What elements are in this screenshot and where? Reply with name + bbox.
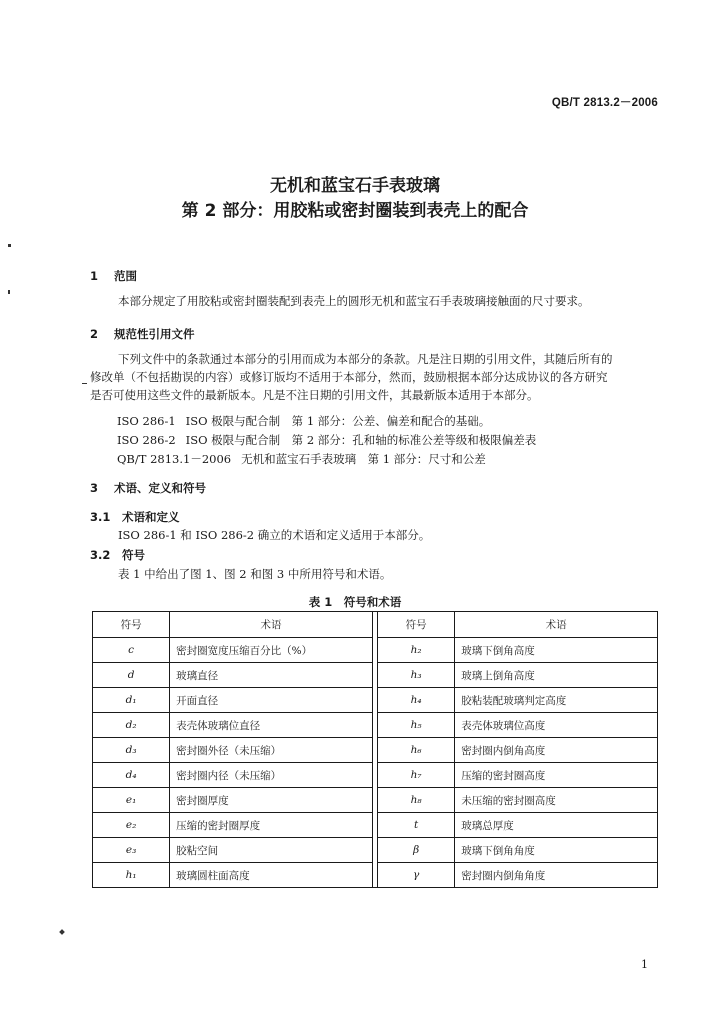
reference-code: ISO 286-2 [117,433,176,447]
symbol-cell: β [378,838,455,863]
section-3-heading [90,480,206,496]
paragraph-line: 表 1 中给出了图 1、图 2 和图 3 中所用符号和术语。 [118,567,392,581]
section-2-paragraph [90,350,670,404]
table-body [93,638,658,888]
section-3-2-heading [90,547,145,563]
term-cell: 开面直径 [170,688,373,713]
symbol-cell: h₇ [378,763,455,788]
symbol-cell: γ [378,863,455,888]
symbol-cell: h₄ [378,688,455,713]
term-cell: 密封圈外径（未压缩） [170,738,373,763]
term-cell: 密封圈内径（未压缩） [170,763,373,788]
term-cell: 表壳体玻璃位高度 [455,713,658,738]
table-row [93,663,658,688]
table-row [93,863,658,888]
symbol-cell: e₃ [93,838,170,863]
symbol-cell: c [93,638,170,663]
section-number: 3 [90,481,99,495]
section-title: 术语、定义和符号 [114,481,206,495]
section-title: 规范性引用文件 [114,327,195,341]
symbol-cell: d [93,663,170,688]
table-row [93,638,658,663]
paragraph-line: 下列文件中的条款通过本部分的引用而成为本部分的条款。凡是注日期的引用文件，其随后所有的 [118,352,613,366]
symbol-cell: e₂ [93,813,170,838]
section-number: 2 [90,327,99,341]
reference-item [117,451,496,467]
section-3-2-text [90,565,670,583]
standard-code: QB/T 2813.2－2006 [551,97,658,109]
table-row [93,713,658,738]
term-cell: 玻璃下倒角角度 [455,838,658,863]
document-title: 无机和蓝宝石手表玻璃 [270,176,440,196]
term-cell: 表壳体玻璃位直径 [170,713,373,738]
column-header: 术语 [455,612,658,638]
table-row [93,788,658,813]
reference-code: ISO 286-1 [117,414,176,428]
term-cell: 玻璃直径 [170,663,373,688]
table-header-row [93,612,658,638]
section-title: 范围 [114,269,137,283]
term-cell: 压缩的密封圈高度 [455,763,658,788]
symbol-cell: d₂ [93,713,170,738]
page-number: 1 [641,958,648,971]
column-header: 符号 [378,612,455,638]
section-2-heading [90,326,195,342]
symbol-cell: e₁ [93,788,170,813]
symbol-cell: h₆ [378,738,455,763]
table-row [93,738,658,763]
reference-item [117,413,500,429]
scan-speck [82,383,87,384]
column-header: 符号 [93,612,170,638]
term-cell: 密封圈内倒角角度 [455,863,658,888]
symbol-cell: d₁ [93,688,170,713]
symbol-cell: h₃ [378,663,455,688]
paragraph-line: 本部分规定了用胶粘或密封圈装配到表壳上的圆形无机和蓝宝石手表玻璃接触面的尺寸要求。 [118,294,590,308]
term-cell: 未压缩的密封圈高度 [455,788,658,813]
term-cell: 密封圈内倒角高度 [455,738,658,763]
table-row [93,763,658,788]
symbol-cell: t [378,813,455,838]
table-row [93,813,658,838]
term-cell: 密封圈厚度 [170,788,373,813]
symbol-cell: h₈ [378,788,455,813]
symbols-table [92,611,658,888]
section-3-1-text [90,526,670,544]
term-cell: 玻璃上倒角高度 [455,663,658,688]
reference-code: QB/T 2813.1－2006 [117,452,232,466]
section-3-1-heading [90,509,180,525]
scan-speck [59,929,65,935]
paragraph-line: 修改单（不包括勘误的内容）或修订版均不适用于本部分，然而，鼓励根据本部分达成协议的各方研究 [90,370,608,384]
column-header: 术语 [170,612,373,638]
table-row [93,688,658,713]
reference-item [117,432,546,448]
section-1-heading [90,268,137,284]
term-cell: 胶粘空间 [170,838,373,863]
document-subtitle: 第 2 部分：用胶粘或密封圈装到表壳上的配合 [181,201,529,221]
term-cell: 压缩的密封圈厚度 [170,813,373,838]
reference-title: 无机和蓝宝石手表玻璃 第 1 部分：尺寸和公差 [241,452,486,466]
term-cell: 密封圈宽度压缩百分比（%） [170,638,373,663]
symbol-cell: d₄ [93,763,170,788]
symbol-cell: h₁ [93,863,170,888]
symbol-cell: d₃ [93,738,170,763]
table-row [93,838,658,863]
section-title: 符号 [122,548,145,562]
scan-speck [8,290,10,294]
paragraph-line: ISO 286-1 和 ISO 286-2 确立的术语和定义适用于本部分。 [118,528,431,542]
symbol-cell: h₅ [378,713,455,738]
term-cell: 玻璃总厚度 [455,813,658,838]
section-number: 1 [90,269,99,283]
section-1-text [90,292,670,310]
reference-title: ISO 极限与配合制 第 1 部分：公差、偏差和配合的基础。 [185,414,491,428]
section-number: 3.1 [90,510,111,524]
section-number: 3.2 [90,548,111,562]
scan-speck [8,244,11,247]
term-cell: 胶粘装配玻璃判定高度 [455,688,658,713]
term-cell: 玻璃圆柱面高度 [170,863,373,888]
symbol-cell: h₂ [378,638,455,663]
term-cell: 玻璃下倒角高度 [455,638,658,663]
paragraph-line: 是否可使用这些文件的最新版本。凡是不注日期的引用文件，其最新版本适用于本部分。 [90,388,539,402]
reference-title: ISO 极限与配合制 第 2 部分：孔和轴的标准公差等级和极限偏差表 [185,433,537,447]
section-title: 术语和定义 [122,510,180,524]
table-caption: 表 1 符号和术语 [308,595,402,609]
